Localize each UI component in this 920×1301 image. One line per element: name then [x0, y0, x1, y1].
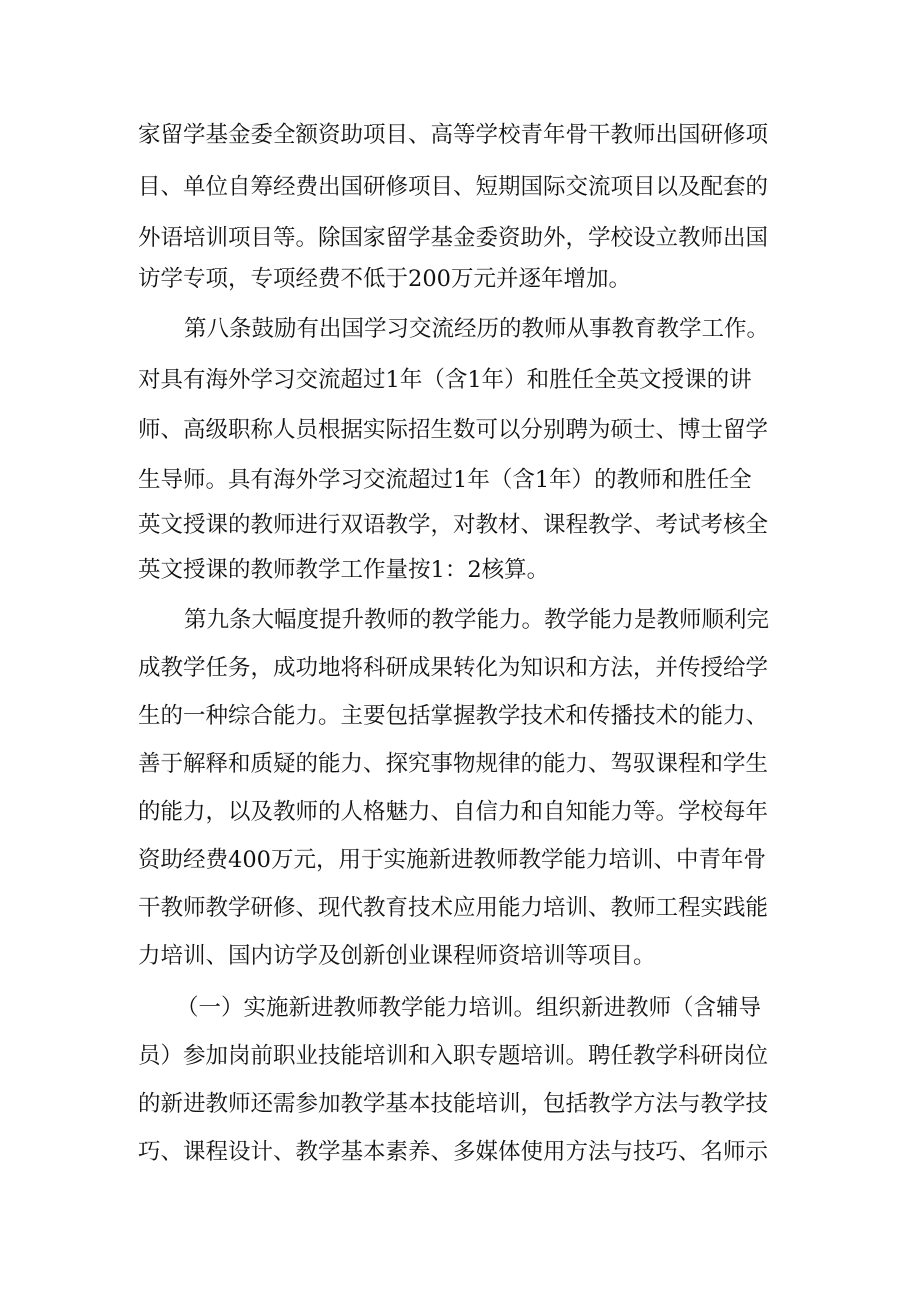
text-line: 师、高级职称人员根据实际招生数可以分别聘为硕士、博士留学: [138, 417, 769, 443]
text-line: 第九条大幅度提升教师的教学能力。教学能力是教师顺利完: [184, 607, 770, 633]
text-line: 家留学基金委全额资助项目、高等学校青年骨干教师出国研修项: [138, 122, 769, 148]
text-line: 巧、课程设计、教学基本素养、多媒体使用方法与技巧、名师示: [138, 1139, 769, 1165]
text-line: 成教学任务，成功地将科研成果转化为知识和方法，并传授给学: [138, 655, 769, 681]
text-line: 的能力，以及教师的人格魅力、自信力和自知能力等。学校每年: [138, 799, 769, 825]
text-line: 英文授课的教师进行双语教学，对教材、课程教学、考试考核全: [138, 512, 769, 538]
text-line: 访学专项，专项经费不低于200万元并逐年增加。: [138, 266, 631, 292]
text-line: 干教师教学研修、现代教育技术应用能力培训、教师工程实践能: [138, 895, 769, 921]
text-line: 英文授课的教师教学工作量按1：2核算。: [138, 557, 550, 583]
text-line: 外语培训项目等。除国家留学基金委资助外，学校设立教师出国: [138, 225, 769, 251]
text-line: 的新进教师还需参加教学基本技能培训，包括教学方法与教学技: [138, 1091, 769, 1117]
text-line: 善于解释和质疑的能力、探究事物规律的能力、驾驭课程和学生: [138, 751, 769, 777]
text-line: 对具有海外学习交流超过1年（含1年）和胜任全英文授课的讲: [138, 367, 752, 393]
text-line: 生的一种综合能力。主要包括掌握教学技术和传播技术的能力、: [138, 703, 769, 729]
text-line: （一）实施新进教师教学能力培训。组织新进教师（含辅导: [176, 995, 762, 1021]
text-line: 员）参加岗前职业技能培训和入职专题培训。聘任教学科研岗位: [138, 1043, 769, 1069]
text-line: 目、单位自筹经费出国研修项目、短期国际交流项目以及配套的: [138, 174, 769, 200]
text-line: 力培训、国内访学及创新创业课程师资培训等项目。: [138, 943, 656, 969]
text-line: 第八条鼓励有出国学习交流经历的教师从事教育教学工作。: [184, 316, 770, 342]
text-line: 资助经费400万元，用于实施新进教师教学能力培训、中青年骨: [138, 847, 766, 873]
text-line: 生导师。具有海外学习交流超过1年（含1年）的教师和胜任全: [138, 467, 752, 493]
